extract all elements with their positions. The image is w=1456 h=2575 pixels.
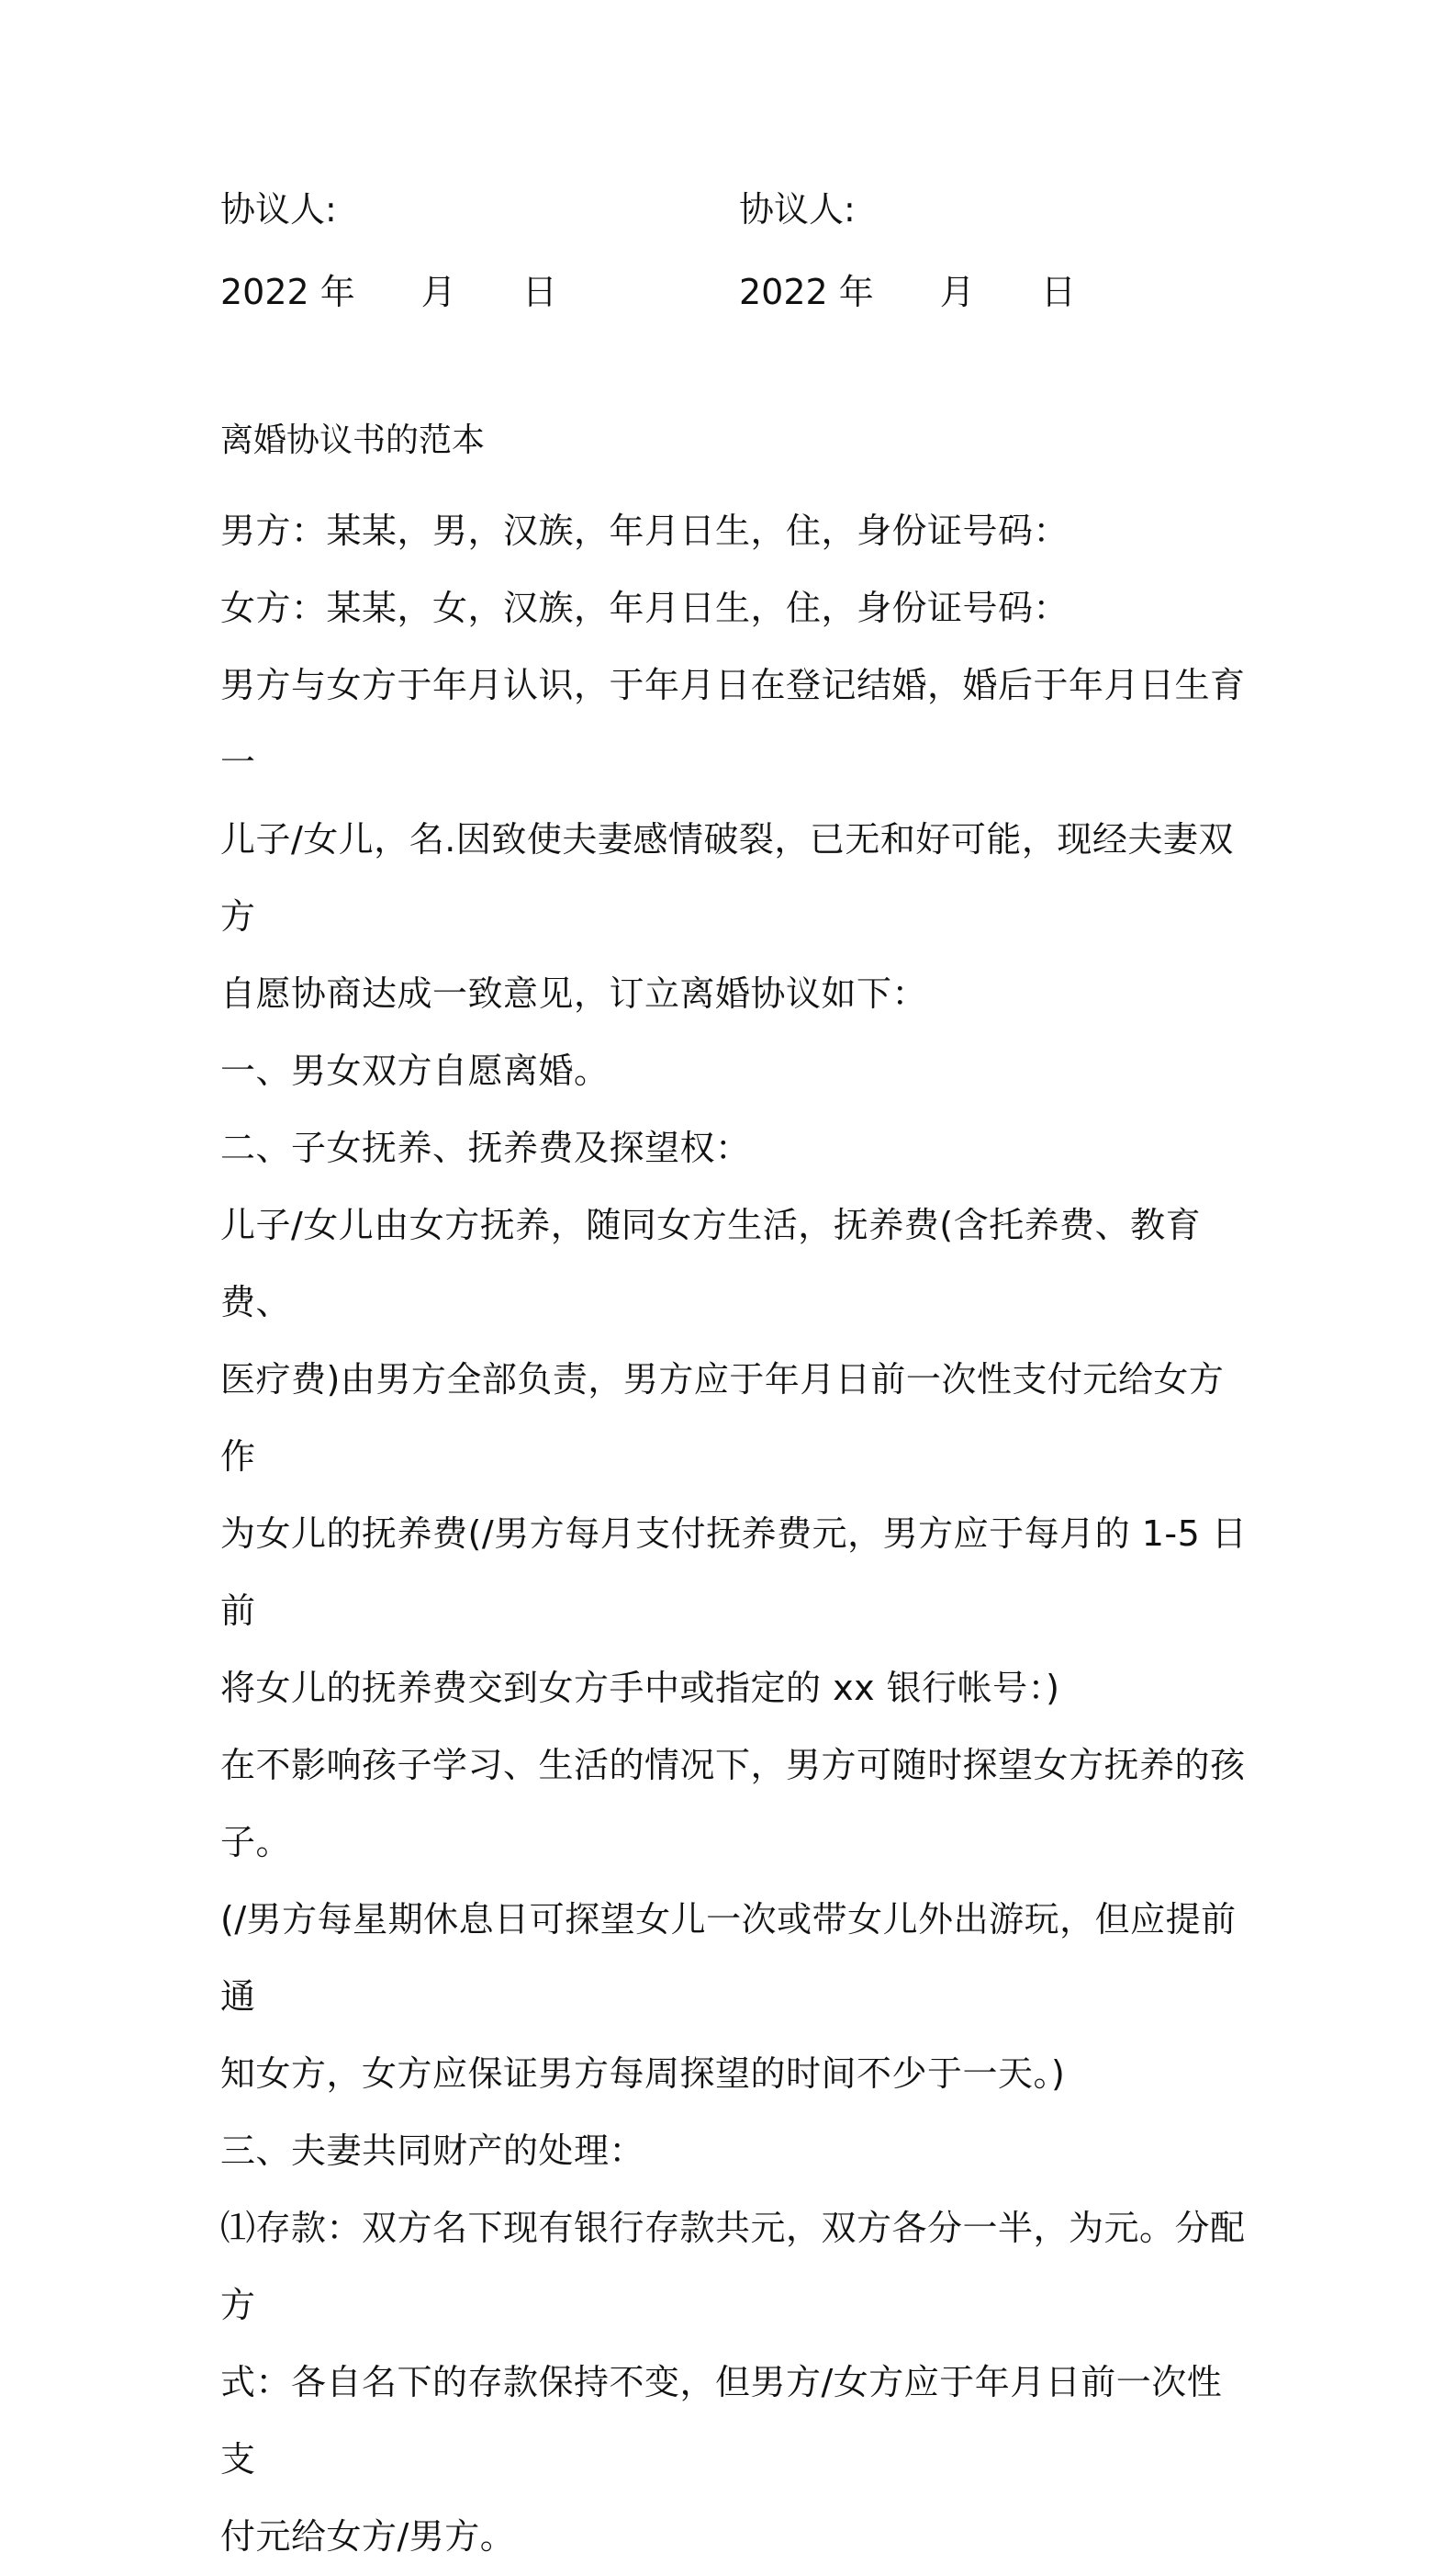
- signature-block: [220, 184, 1276, 349]
- signatory-row: [220, 184, 1276, 266]
- signatory-label-left: 协议人:: [220, 189, 337, 230]
- date-right-day: 日: [1040, 272, 1076, 312]
- document-body: [220, 492, 1249, 2575]
- body-line: 一、男女双方自愿离婚。: [220, 1051, 610, 1091]
- body-line: 儿子/女儿由女方抚养，随同女方生活，抚养费(含托养费、教育费、: [220, 1205, 1202, 1322]
- body-line: 儿子/女儿，名.因致使夫妻感情破裂，已无和好可能，现经夫妻双方: [220, 819, 1234, 937]
- body-line: (/男方每星期休息日可探望女儿一次或带女儿外出游玩，但应提前通: [220, 1899, 1237, 2017]
- date-right: [739, 266, 1076, 318]
- body-line: ⑴存款：双方名下现有银行存款共元，双方各分一半，为元。分配方: [220, 2208, 1246, 2325]
- body-line: 自愿协商达成一致意见，订立离婚协议如下：: [220, 973, 928, 1014]
- body-line: 男方与女方于年月认识，于年月日在登记结婚，婚后于年月日生育一: [220, 665, 1246, 782]
- body-line: 三、夫妻共同财产的处理：: [220, 2131, 645, 2171]
- body-line: 付元给女方/男方。: [220, 2516, 516, 2557]
- date-right-month: 月: [939, 272, 975, 312]
- body-line: 式：各自名下的存款保持不变，但男方/女方应于年月日前一次性支: [220, 2362, 1223, 2479]
- date-left-day: 日: [521, 272, 557, 312]
- body-line: 将女儿的抚养费交到女方手中或指定的 xx 银行帐号：): [220, 1668, 1060, 1708]
- date-left-year: 2022 年: [220, 272, 355, 312]
- body-line: 二、子女抚养、抚养费及探望权：: [220, 1128, 751, 1168]
- date-left-month: 月: [420, 272, 456, 312]
- date-right-year: 2022 年: [739, 272, 874, 312]
- body-line: 医疗费)由男方全部负责，男方应于年月日前一次性支付元给女方作: [220, 1359, 1225, 1477]
- body-line: 女方：某某，女，汉族，年月日生，住，身份证号码：: [220, 588, 1070, 628]
- body-line: 为女儿的抚养费(/男方每月支付抚养费元，男方应于每月的 1-5 日前: [220, 1513, 1248, 1631]
- document-title: 离婚协议书的范本: [220, 422, 486, 459]
- body-line: 在不影响孩子学习、生活的情况下，男方可随时探望女方抚养的孩子。: [220, 1745, 1246, 1862]
- body-line: 知女方，女方应保证男方每周探望的时间不少于一天。): [220, 2053, 1066, 2094]
- body-line: 男方：某某，男，汉族，年月日生，住，身份证号码：: [220, 511, 1070, 551]
- signatory-label-right: 协议人:: [739, 189, 856, 230]
- date-left: [220, 266, 557, 318]
- date-row: [220, 266, 1276, 349]
